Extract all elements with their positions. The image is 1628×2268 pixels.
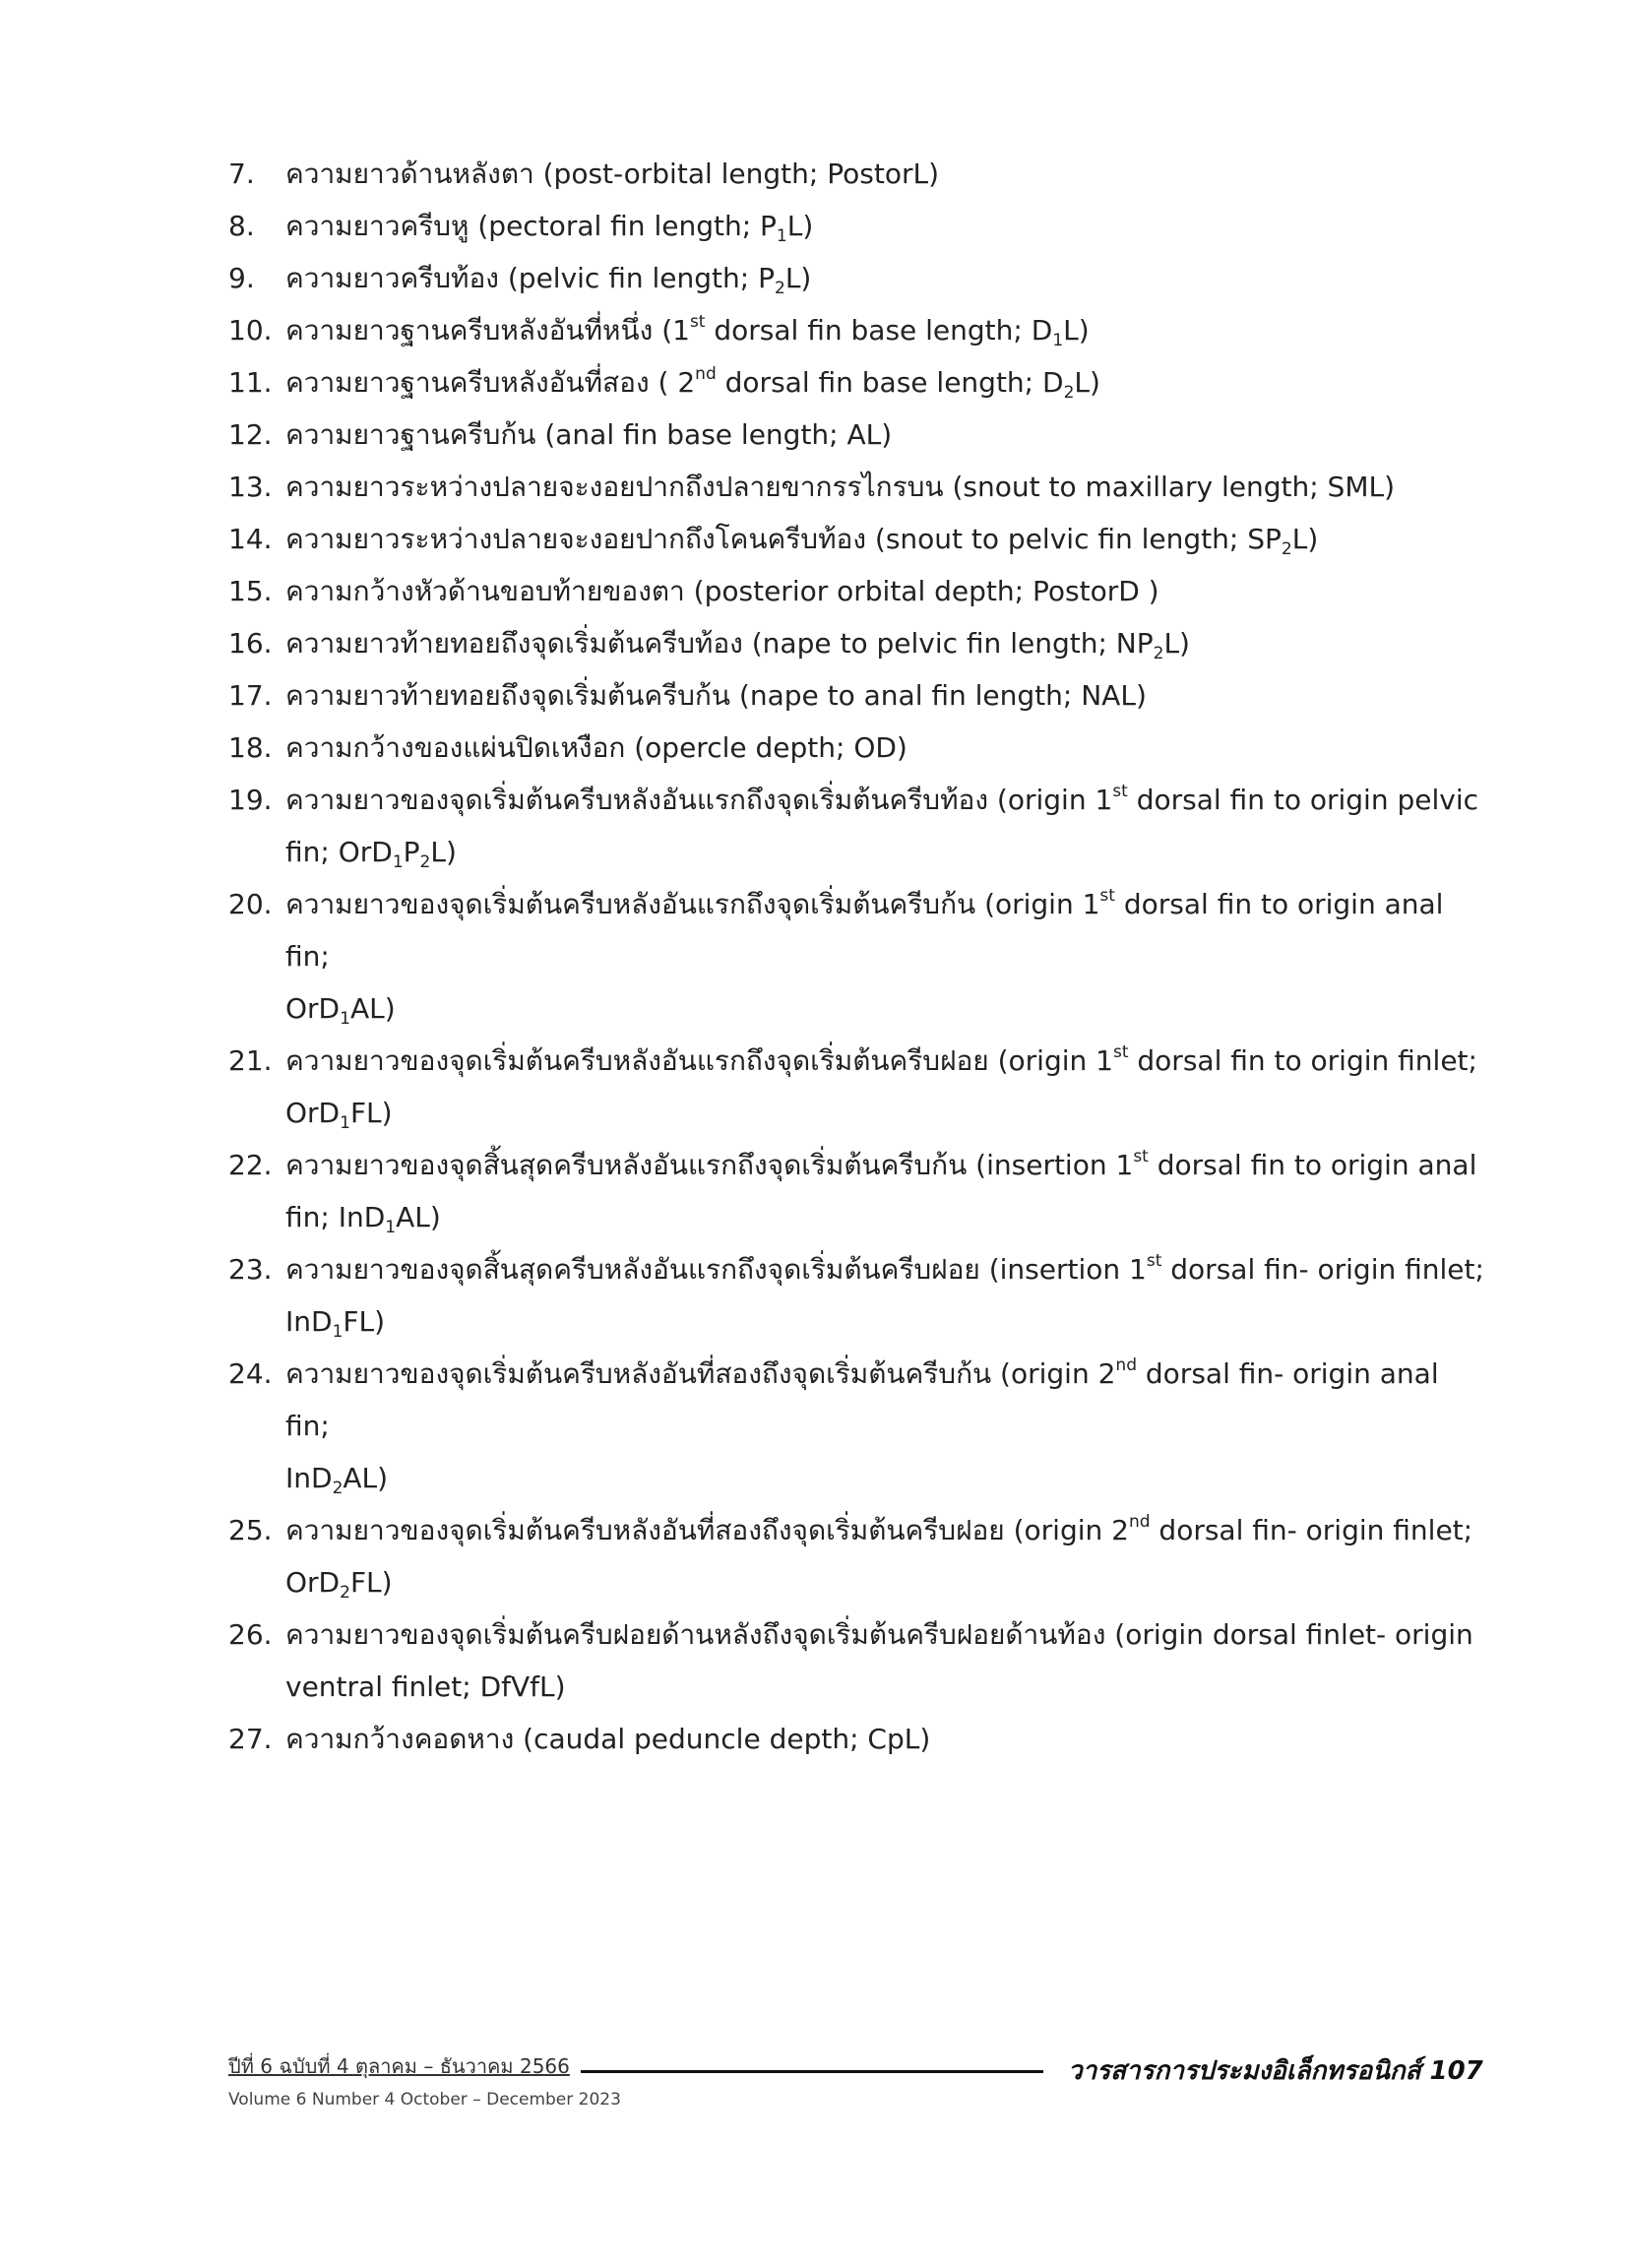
list-item xyxy=(228,878,1488,982)
list-item xyxy=(228,774,1488,826)
item-number: 21. xyxy=(228,1044,273,1077)
item-text: ความยาวของจุดเริ่มต้นครีบหลังอันแรกถึงจุดเริ่มต้นครีบฝอย (origin 1st dorsal fin to origin finlet; xyxy=(285,1042,1477,1077)
item-number: 26. xyxy=(228,1618,273,1651)
item-text: ความกว้างคอดหาง (caudal peduncle depth; CpL) xyxy=(285,1723,931,1755)
item-number: 18. xyxy=(228,731,273,764)
item-text: ความยาวระหว่างปลายจะงอยปากถึงโคนครีบท้อง (snout to pelvic fin length; $SP_2L$) xyxy=(285,523,1319,559)
list-item xyxy=(228,409,1488,461)
item-number: 19. xyxy=(228,784,273,816)
list-item xyxy=(228,1608,1488,1661)
list-item-continuation: OrD$_1$AL) xyxy=(285,992,396,1029)
item-number: 14. xyxy=(228,523,273,555)
measurement-list xyxy=(228,148,1488,1765)
item-text: ความยาวของจุดเริ่มต้นครีบหลังอันแรกถึงจุดเริ่มต้นครีบท้อง (origin 1st dorsal fin to origin pelvic xyxy=(285,782,1478,816)
list-item-continuation: fin; InD$_1$AL) xyxy=(285,1201,441,1237)
item-text: ความยาวของจุดสิ้นสุดครีบหลังอันแรกถึงจุดเริ่มต้นครีบฝอย (insertion 1st dorsal fin- origin finlet; xyxy=(285,1251,1484,1286)
item-text: ความยาวฐานครีบหลังอันที่หนึ่ง (1st dorsal fin base length; $D_1L$) xyxy=(285,312,1090,350)
item-text: ความยาวด้านหลังตา (post-orbital length; PostorL) xyxy=(285,158,939,190)
list-item xyxy=(228,1243,1488,1295)
list-item xyxy=(228,617,1488,669)
item-text: ความยาวของจุดเริ่มต้นครีบฝอยด้านหลังถึงจุดเริ่มต้นครีบฝอยด้านท้อง (origin dorsal finlet- origin xyxy=(285,1618,1473,1651)
list-item xyxy=(228,148,1488,200)
item-text: ความยาวท้ายทอยถึงจุดเริ่มต้นครีบท้อง (nape to pelvic fin length; $NP_2L$) xyxy=(285,627,1190,663)
item-number: 7. xyxy=(228,158,255,190)
item-text: ความยาวครีบหู (pectoral fin length; $P_1L$) xyxy=(285,210,814,246)
list-item-continuation: OrD$_2$FL) xyxy=(285,1566,393,1603)
list-item xyxy=(228,1139,1488,1191)
item-number: 25. xyxy=(228,1514,273,1546)
item-text: ความยาวระหว่างปลายจะงอยปากถึงปลายขากรรไกรบน (snout to maxillary length; SML) xyxy=(285,471,1395,503)
item-number: 24. xyxy=(228,1357,273,1390)
list-item-continuation: fin; $OrD_1P_2L$) xyxy=(285,836,457,872)
item-text: ความยาวฐานครีบก้น (anal fin base length; AL) xyxy=(285,418,893,451)
list-item xyxy=(228,722,1488,774)
list-item xyxy=(228,1035,1488,1087)
issue-english: Volume 6 Number 4 October – December 2023 xyxy=(228,2090,621,2110)
item-number: 17. xyxy=(228,679,273,712)
item-text: ความยาวของจุดเริ่มต้นครีบหลังอันแรกถึงจุดเริ่มต้นครีบก้น (origin 1st dorsal fin to origin anal fin; xyxy=(285,886,1444,973)
item-number: 23. xyxy=(228,1253,273,1286)
footer-issue xyxy=(228,2050,621,2110)
list-item xyxy=(228,1348,1488,1452)
list-item xyxy=(228,200,1488,252)
list-item xyxy=(228,1504,1488,1556)
list-item xyxy=(228,304,1488,356)
list-item xyxy=(228,669,1488,722)
list-item xyxy=(228,565,1488,617)
item-text: ความยาวของจุดเริ่มต้นครีบหลังอันที่สองถึงจุดเริ่มต้นครีบก้น (origin 2nd dorsal fin- origin anal fin; xyxy=(285,1355,1439,1442)
item-text: ความยาวของจุดเริ่มต้นครีบหลังอันที่สองถึงจุดเริ่มต้นครีบฝอย (origin 2nd dorsal fin- origin finlet; xyxy=(285,1512,1473,1546)
list-item xyxy=(228,356,1488,409)
journal-title-page-number: วารสารการประมงอิเล็กทรอนิกส์ 107 xyxy=(1068,2056,1483,2086)
list-item-continuation: OrD$_1$FL) xyxy=(285,1097,393,1133)
item-text: ความยาวท้ายทอยถึงจุดเริ่มต้นครีบก้น (nape to anal fin length; NAL) xyxy=(285,679,1147,712)
list-item-continuation: InD$_1$FL) xyxy=(285,1305,386,1342)
list-item-continuation: InD$_2$AL) xyxy=(285,1462,389,1498)
item-number: 20. xyxy=(228,888,273,920)
list-item xyxy=(228,252,1488,304)
issue-thai: ปีที่ 6 ฉบับที่ 4 ตุลาคม – ธันวาคม 2566 xyxy=(228,2054,570,2078)
list-item xyxy=(228,1713,1488,1765)
list-item-continuation: ventral finlet; DfVfL) xyxy=(285,1670,566,1703)
item-number: 15. xyxy=(228,575,273,607)
item-number: 9. xyxy=(228,262,255,294)
item-text: ความยาวฐานครีบหลังอันที่สอง ( 2nd dorsal fin base length; $D_2L$) xyxy=(285,364,1100,403)
list-item xyxy=(228,513,1488,565)
item-number: 22. xyxy=(228,1149,273,1181)
item-text: ความกว้างของแผ่นปิดเหงือก (opercle depth; OD) xyxy=(285,731,908,764)
item-number: 13. xyxy=(228,471,273,503)
item-text: ความยาวของจุดสิ้นสุดครีบหลังอันแรกถึงจุดเริ่มต้นครีบก้น (insertion 1st dorsal fin to origin anal xyxy=(285,1147,1477,1181)
item-number: 10. xyxy=(228,314,273,346)
item-number: 11. xyxy=(228,366,273,399)
item-number: 27. xyxy=(228,1723,273,1755)
item-text: ความยาวครีบท้อง (pelvic fin length; $P_2L$) xyxy=(285,262,812,298)
list-item xyxy=(228,461,1488,513)
footer-divider xyxy=(581,2070,1043,2073)
item-number: 12. xyxy=(228,418,273,451)
item-number: 16. xyxy=(228,627,273,660)
item-text: ความกว้างหัวด้านขอบท้ายของตา (posterior orbital depth; PostorD ) xyxy=(285,575,1159,607)
item-number: 8. xyxy=(228,210,255,242)
